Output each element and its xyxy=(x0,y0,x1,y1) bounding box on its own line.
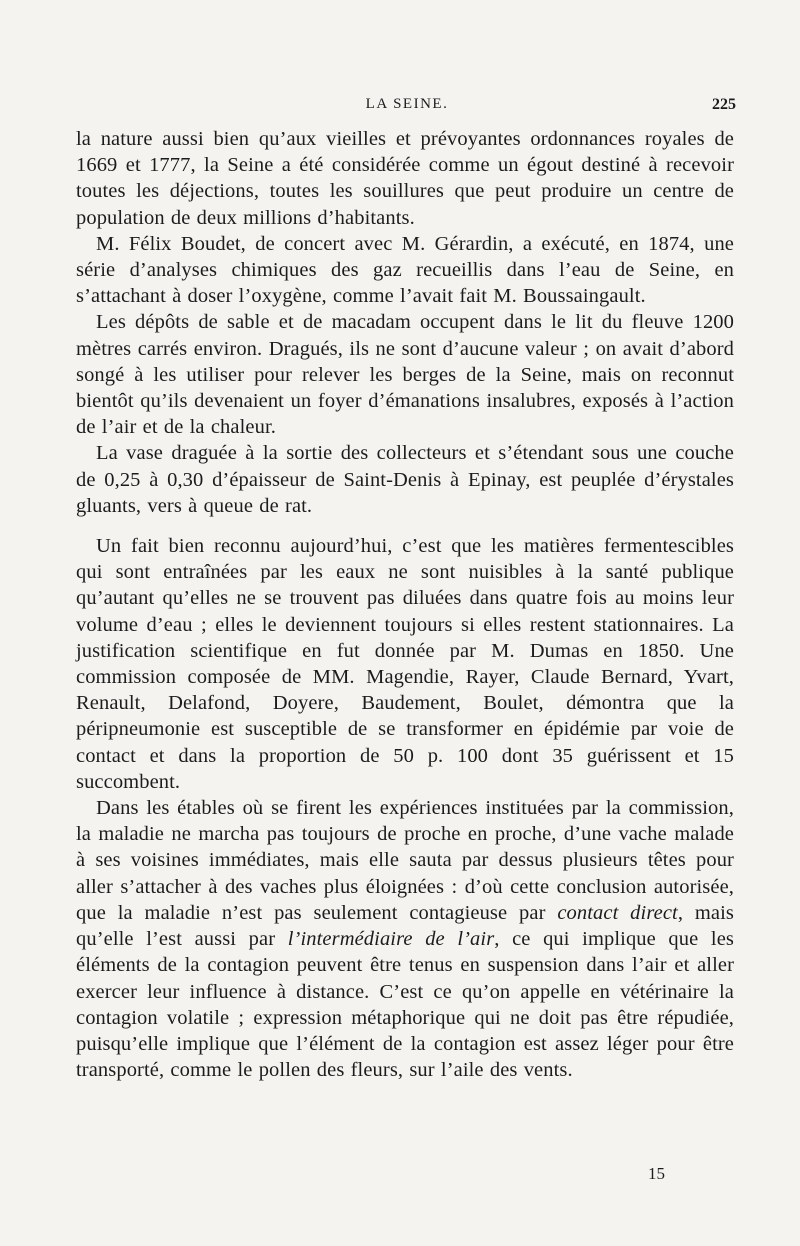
emphasis-intermediaire-air: l’intermédiaire de l’air xyxy=(287,928,495,951)
paragraph-1: la nature aussi bien qu’aux vieilles et prévoyantes ordonnances royales de 1669 et 1777, la Seine a été considérée comme un égout destiné à recevoir toutes les déjections, toutes les souillures que peut produire un centre de population de deux millions d’habitants. xyxy=(76,128,734,229)
signature-mark: 15 xyxy=(648,1164,665,1183)
paragraph-6-part-a: Dans les étables où se firent les expériences instituées par la commission, la maladie ne marcha pas toujours de proche en proche, d’une vache malade à ses voisines immédiates, mais elle sauta par dessus plusieurs têtes pour aller s’attacher à des vaches plus éloignées : d’où cette conclusion autorisée, que la maladie n’est pas seulement contagieuse par xyxy=(76,797,734,924)
emphasis-contact-direct: contact direct xyxy=(557,901,678,924)
paragraph-6-part-c: , ce qui implique que les éléments de la contagion peuvent être tenus en suspension dans l’air et aller exercer leur influence à distance. C’est ce qu’on appelle en vétérinaire la contagion volatile ; expression métaphorique qui ne doit pas être répudiée, puisqu’elle implique que l’élément de la contagion est assez léger pour être transporté, comme le pollen des fleurs, sur l’aile des vents. xyxy=(76,928,734,1082)
running-title: LA SEINE. xyxy=(365,96,449,112)
paragraph-6-part-b: , mais qu’elle l’est aussi par xyxy=(76,901,735,951)
paragraph-3: Les dépôts de sable et de macadam occupent dans le lit du fleuve 1200 mètres carrés environ. Dragués, ils ne sont d’aucune valeur ; on avait d’abord songé à les utiliser pour relever les berges de la Seine, mais on reconnut bientôt qu’ils devenaient un foyer d’émanations insalubres, exposés à l’action de l’air et de la chaleur. xyxy=(76,311,734,439)
paragraph-4: La vase draguée à la sortie des collecteurs et s’étendant sous une couche de 0,25 à 0,30 d’épaisseur de Saint-Denis à Epinay, est peuplée d’érystales gluants, vers à queue de rat. xyxy=(76,442,734,517)
body-text xyxy=(76,126,734,1083)
paragraph-6 xyxy=(76,795,734,1083)
paragraph-2: M. Félix Boudet, de concert avec M. Gérardin, a exécuté, en 1874, une série d’analyses chimiques des gaz recueillis dans l’eau de Seine, en s’attachant à doser l’oxygène, comme l’avait fait M. Boussaingault. xyxy=(76,232,734,308)
page-number: 225 xyxy=(712,96,736,113)
page-header xyxy=(78,94,736,118)
paragraph-5: Un fait bien reconnu aujourd’hui, c’est que les matières fermentescibles qui sont entraînées par les eaux ne sont nuisibles à la santé publique qu’autant qu’elles ne se trouvent pas diluées dans quatre fois au moins leur volume d’eau ; elles le deviennent toujours si elles restent stationnaires. La justification scientifique en fut donnée par M. Dumas en 1850. Une commission composée de MM. Magendie, Rayer, Claude Bernard, Yvart, Renault, Delafond, Doyere, Baudement, Boulet, démontra que la péripneumonie est susceptible de se transformer en épidémie par voie de contact et dans la proportion de 50 p. 100 dont 35 guérissent et 15 succombent. xyxy=(76,535,734,793)
